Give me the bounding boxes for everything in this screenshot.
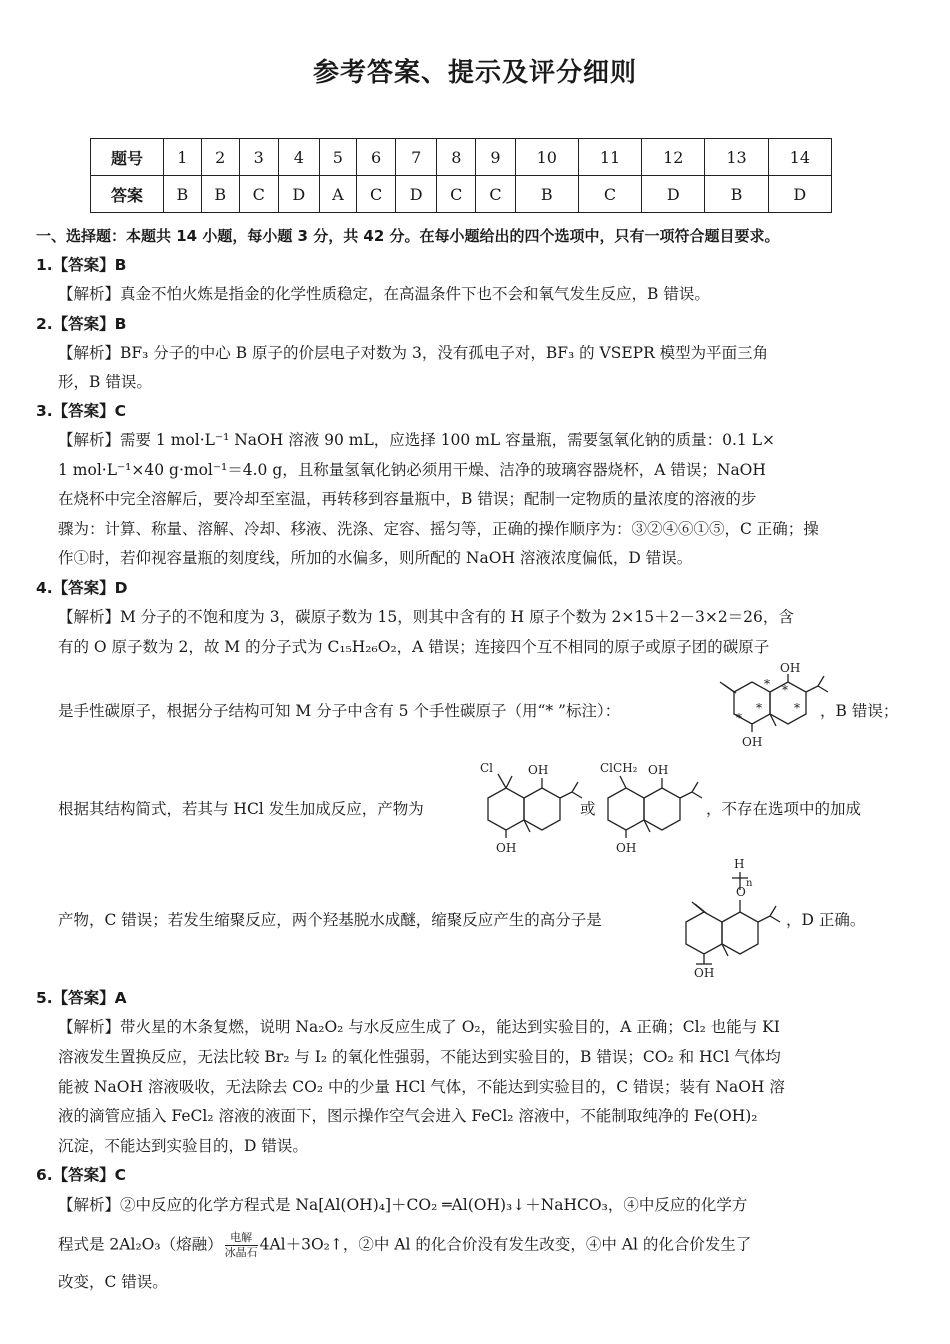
q1-answer: 1.【答案】B xyxy=(36,256,127,274)
or-word: 或 xyxy=(580,800,596,818)
chiral-star: * xyxy=(764,677,770,691)
chiral-star: * xyxy=(794,701,800,715)
table-cell: 12 xyxy=(642,139,705,176)
table-cell: 6 xyxy=(356,139,395,176)
q6-explanation-line xyxy=(58,1232,751,1259)
table-cell: C xyxy=(356,176,395,213)
oh-label: OH xyxy=(528,763,549,777)
table-cell: 10 xyxy=(515,139,578,176)
table-cell: 8 xyxy=(437,139,476,176)
q3-explanation-line: 【解析】需要 1 mol·L⁻¹ NaOH 溶液 90 mL，应选择 100 mL 容量瓶，需要氢氧化钠的质量：0.1 L× xyxy=(58,431,775,449)
table-cell: B xyxy=(705,176,768,213)
condition-cryolite: 冰晶石 xyxy=(224,1246,258,1259)
q6-answer: 6.【答案】C xyxy=(36,1166,127,1184)
equation-suffix: 4Al＋3O₂↑，②中 Al 的化合价没有发生改变，④中 Al 的化合价发生了 xyxy=(259,1235,752,1254)
addition-product-1-structure xyxy=(478,762,588,857)
q5-explanation-line: 液的滴管应插入 FeCl₂ 溶液的液面下，图示操作空气会进入 FeCl₂ 溶液中，不能制取纯净的 Fe(OH)₂ xyxy=(58,1107,758,1125)
q3-explanation-line: 在烧杯中完全溶解后，要冷却至室温，再转移到容量瓶中，B 错误；配制一定物质的量浓度的溶液的步 xyxy=(58,490,757,508)
chiral-star: * xyxy=(756,701,762,715)
chiral-star: * xyxy=(736,711,742,725)
q2-answer: 2.【答案】B xyxy=(36,315,127,333)
table-cell: 7 xyxy=(396,139,437,176)
q5-explanation-line: 能被 NaOH 溶液吸收，无法除去 CO₂ 中的少量 HCl 气体，不能达到实验目的，C 错误；装有 NaOH 溶 xyxy=(58,1078,785,1096)
q6-explanation-line: 【解析】②中反应的化学方程式是 Na[Al(OH)₄]＋CO₂ ═Al(OH)₃↓＋NaHCO₃，④中反应的化学方 xyxy=(58,1196,748,1214)
question-number-row xyxy=(91,139,832,176)
table-cell: 2 xyxy=(201,139,239,176)
q4-polymer-text: 产物，C 错误；若发生缩聚反应，两个羟基脱水成醚，缩聚反应产生的高分子是 xyxy=(58,911,602,929)
q4-chiral-text: 是手性碳原子，根据分子结构可知 M 分子中含有 5 个手性碳原子（用“* ”标注）： xyxy=(58,702,621,720)
n-label: n xyxy=(746,878,753,889)
table-cell: A xyxy=(319,176,356,213)
condition-electrolysis: 电解 xyxy=(225,1232,258,1246)
section-heading: 一、选择题：本题共 14 小题，每小题 3 分，共 42 分。在每小题给出的四个选项中，只有一项符合题目要求。 xyxy=(36,227,780,245)
q3-explanation-line: 骤为：计算、称量、溶解、冷却、移液、洗涤、定容、摇匀等，正确的操作顺序为：③②④⑥①⑤，C 正确；操 xyxy=(58,520,819,538)
table-cell: C xyxy=(578,176,641,213)
q4-explanation-line: 【解析】M 分子的不饱和度为 3，碳原子数为 15，则其中含有的 H 原子个数为 2×15＋2－3×2＝26，含 xyxy=(58,608,794,626)
q1-explanation-line: 【解析】真金不怕火炼是指金的化学性质稳定，在高温条件下也不会和氧气发生反应，B 错误。 xyxy=(58,285,710,303)
q4-explanation-line: 有的 O 原子数为 2，故 M 的分子式为 C₁₅H₂₆O₂，A 错误；连接四个互不相同的原子或原子团的碳原子 xyxy=(58,638,770,656)
q5-explanation-line: 沉淀，不能达到实验目的，D 错误。 xyxy=(58,1137,308,1155)
h-label: H xyxy=(734,857,745,871)
chiral-star: * xyxy=(782,683,788,697)
q4-chiral-tail: ，B 错误； xyxy=(820,702,899,720)
polymer-structure xyxy=(676,856,791,981)
table-cell: D xyxy=(768,176,831,213)
oh-label: OH xyxy=(496,841,517,855)
equation-prefix: 程式是 2Al₂O₃（熔融） xyxy=(58,1235,223,1254)
o-label: O xyxy=(736,885,746,899)
row-label-answer: 答案 xyxy=(91,176,164,213)
oh-label: OH xyxy=(742,735,763,749)
oh-label: OH xyxy=(780,661,801,675)
q4-addition-text: 根据其结构简式，若其与 HCl 发生加成反应，产物为 xyxy=(58,800,424,818)
addition-product-2-structure xyxy=(598,762,708,857)
table-cell: 13 xyxy=(705,139,768,176)
q5-explanation-line: 【解析】带火星的木条复燃，说明 Na₂O₂ 与水反应生成了 O₂，能达到实验目的，A 正确；Cl₂ 也能与 KI xyxy=(58,1018,780,1036)
table-cell: D xyxy=(396,176,437,213)
cl-label: Cl xyxy=(480,761,494,775)
oh-label: OH xyxy=(648,763,669,777)
clch2-label: ClCH₂ xyxy=(600,761,638,775)
oh-label: OH xyxy=(616,841,637,855)
table-cell: 14 xyxy=(768,139,831,176)
table-cell: 3 xyxy=(239,139,278,176)
q4-addition-tail: ，不存在选项中的加成 xyxy=(706,800,862,818)
page-title: 参考答案、提示及评分细则 xyxy=(312,58,637,88)
oh-label: OH xyxy=(694,966,715,980)
q5-answer: 5.【答案】A xyxy=(36,989,127,1007)
table-cell: D xyxy=(642,176,705,213)
molecule-m-structure xyxy=(706,662,816,762)
q3-explanation-line: 作①时，若仰视容量瓶的刻度线，所加的水偏多，则所配的 NaOH 溶液浓度偏低，D 错误。 xyxy=(58,549,693,567)
q3-explanation-line: 1 mol·L⁻¹×40 g·mol⁻¹＝4.0 g，且称量氢氧化钠必须用干燥、洁净的玻璃容器烧杯，A 错误；NaOH xyxy=(58,461,766,479)
table-cell: 11 xyxy=(578,139,641,176)
table-cell: C xyxy=(476,176,515,213)
q3-answer: 3.【答案】C xyxy=(36,402,127,420)
table-cell: B xyxy=(515,176,578,213)
table-cell: 5 xyxy=(319,139,356,176)
table-cell: 4 xyxy=(278,139,319,176)
q5-explanation-line: 溶液发生置换反应，无法比较 Br₂ 与 I₂ 的氧化性强弱，不能达到实验目的，B 错误；CO₂ 和 HCl 气体均 xyxy=(58,1048,781,1066)
table-cell: 1 xyxy=(164,139,202,176)
row-label-number: 题号 xyxy=(91,139,164,176)
q4-answer: 4.【答案】D xyxy=(36,579,128,597)
table-cell: 9 xyxy=(476,139,515,176)
table-cell: C xyxy=(437,176,476,213)
q4-polymer-tail: ，D 正确。 xyxy=(786,911,866,929)
answer-row xyxy=(91,176,832,213)
q2-explanation-line: 【解析】BF₃ 分子的中心 B 原子的价层电子对数为 3，没有孤电子对，BF₃ 的 VSEPR 模型为平面三角 xyxy=(58,344,769,362)
table-cell: C xyxy=(239,176,278,213)
table-cell: B xyxy=(164,176,202,213)
q6-explanation-line: 改变，C 错误。 xyxy=(58,1273,168,1291)
answer-table xyxy=(90,138,832,213)
reaction-condition xyxy=(225,1232,258,1259)
table-cell: D xyxy=(278,176,319,213)
table-cell: B xyxy=(201,176,239,213)
q2-explanation-line: 形，B 错误。 xyxy=(58,373,152,391)
